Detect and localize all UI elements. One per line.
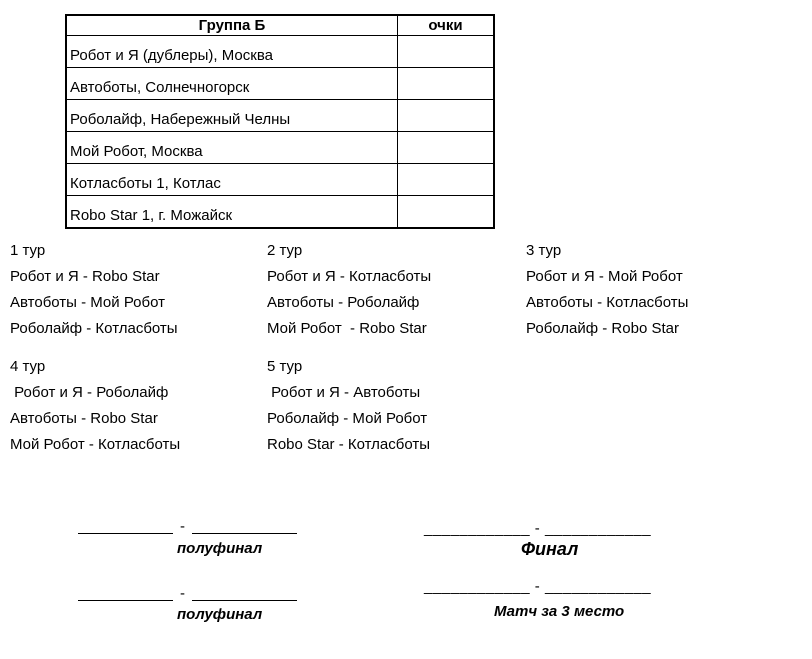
- points-cell: [398, 164, 495, 196]
- table-row: [66, 132, 494, 164]
- points-header-cell: очки: [398, 15, 495, 36]
- team-cell: Robo Star 1, г. Можайск: [66, 196, 398, 229]
- match-line: Автоботы - Robo Star: [10, 410, 158, 427]
- match-line: Роболайф - Мой Робот: [267, 410, 428, 427]
- match-line: Робот и Я - Котласботы: [267, 268, 432, 285]
- points-cell: [398, 196, 495, 229]
- tour-title: 4 тур: [10, 358, 46, 375]
- points-cell: [398, 132, 495, 164]
- tour-block-4: [10, 358, 180, 462]
- match-line: Автоботы - Мой Робот: [10, 294, 165, 311]
- team-cell: Автоботы, Солнечногорск: [66, 68, 398, 100]
- tour-block-3: [526, 242, 688, 346]
- blank-slot: [78, 585, 173, 601]
- third-place-label: Матч за 3 место: [494, 603, 625, 620]
- match-line: Робот и Я - Robo Star: [10, 268, 160, 285]
- blank-slot: [192, 585, 297, 601]
- team-cell: Мой Робот, Москва: [66, 132, 398, 164]
- table-header-row: [66, 15, 494, 36]
- match-line: Автоботы - Роболайф: [267, 294, 420, 311]
- group-table: [65, 14, 495, 229]
- tour-block-5: [267, 358, 430, 462]
- match-line: Роболайф - Котласботы: [10, 320, 178, 337]
- team-cell: Робот и Я (дублеры), Москва: [66, 36, 398, 68]
- table-row: [66, 100, 494, 132]
- table-row: [66, 196, 494, 229]
- semifinal2-label: полуфинал: [177, 606, 263, 623]
- team-cell: Котласботы 1, Котлас: [66, 164, 398, 196]
- team-cell: Роболайф, Набережный Челны: [66, 100, 398, 132]
- table-row: [66, 36, 494, 68]
- table-row: [66, 68, 494, 100]
- points-cell: [398, 100, 495, 132]
- match-line: Автоботы - Котласботы: [526, 294, 689, 311]
- match-line: Robo Star - Котласботы: [267, 436, 431, 453]
- match-line: Робот и Я - Автоботы: [267, 384, 421, 401]
- separator-dash: -: [180, 518, 185, 535]
- separator-dash: -: [180, 585, 185, 602]
- tour-title: 2 тур: [267, 242, 303, 259]
- match-line: Робот и Я - Роболайф: [10, 384, 169, 401]
- tour-title: 3 тур: [526, 242, 562, 259]
- semifinal2-slots: [78, 585, 297, 601]
- match-line: Мой Робот - Котласботы: [10, 436, 181, 453]
- tour-title: 1 тур: [10, 242, 46, 259]
- match-line: Роболайф - Robo Star: [526, 320, 679, 337]
- third-place-slots: ____________ - ____________: [424, 578, 652, 595]
- semifinal1-slots: [78, 518, 297, 534]
- blank-slot: [78, 518, 173, 534]
- match-line: Робот и Я - Мой Робот: [526, 268, 683, 285]
- points-cell: [398, 68, 495, 100]
- tour-block-2: [267, 242, 431, 346]
- final-label: Финал: [521, 539, 579, 559]
- tour-block-1: [10, 242, 178, 346]
- points-cell: [398, 36, 495, 68]
- semifinal1-label: полуфинал: [177, 540, 263, 557]
- table-row: [66, 164, 494, 196]
- blank-slot: [192, 518, 297, 534]
- final-slots: ____________ - ____________: [424, 520, 652, 537]
- tour-title: 5 тур: [267, 358, 303, 375]
- group-header-cell: Группа Б: [66, 15, 398, 36]
- match-line: Мой Робот - Robo Star: [267, 320, 427, 337]
